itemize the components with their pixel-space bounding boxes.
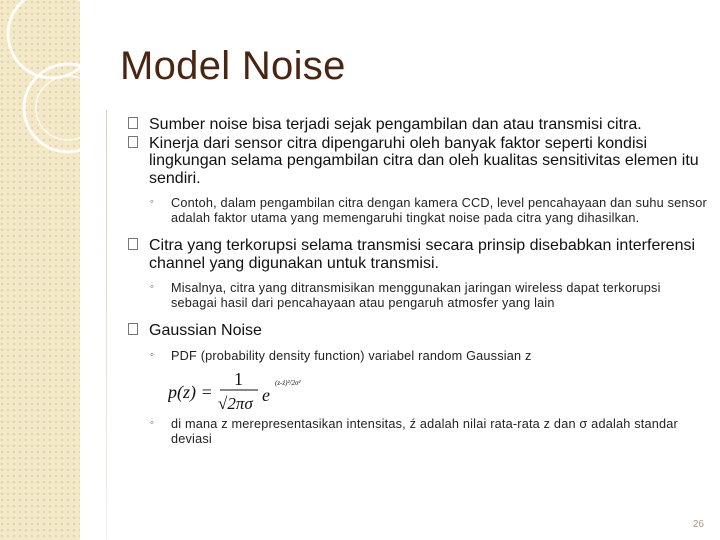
- bullet-text: Sumber noise bisa terjadi sejak pengambilan dan atau transmisi citra.: [149, 116, 642, 133]
- bullet-item: [128, 135, 708, 188]
- bullet-item: [128, 322, 708, 340]
- bullet-text: Gaussian Noise: [149, 322, 262, 339]
- square-bullet-icon: [128, 323, 138, 335]
- square-bullet-icon: [128, 136, 138, 148]
- circle-bullet-icon: ◦: [150, 281, 155, 293]
- sub-bullet-text: Contoh, dalam pengambilan citra dengan kamera CCD, level pencahayaan dan suhu sensor adalah faktor utama yang memengaruhi tingkat noise pada citra yang dihasilkan.: [171, 196, 707, 225]
- formula-graphic: [168, 363, 368, 417]
- formula-base: e: [262, 385, 270, 405]
- sub-bullet-text: di mana z merepresentasikan intensitas, ź adalah nilai rata-rata z dan σ adalah standar deviasi: [171, 417, 678, 446]
- divider: [106, 110, 107, 540]
- formula-numerator: 1: [234, 369, 243, 389]
- sub-bullet-item: [128, 281, 708, 310]
- sub-bullet-text: PDF (probability density function) variabel random Gaussian z: [171, 348, 532, 363]
- square-bullet-icon: [128, 117, 138, 129]
- square-bullet-icon: [128, 238, 138, 250]
- bullet-item: [128, 237, 708, 272]
- sub-bullet-text: Misalnya, citra yang ditransmisikan menggunakan jaringan wireless dapat terkorupsi sebagai hasil dari pencahayaan atau pengaruh atmosfer yang lain: [171, 281, 661, 310]
- circle-bullet-icon: ◦: [150, 196, 155, 208]
- sub-bullet-item: [128, 196, 708, 225]
- gaussian-formula: [168, 363, 708, 417]
- sub-bullet-item: [128, 417, 708, 446]
- formula-denominator: √2πσ: [218, 394, 253, 413]
- circle-bullet-icon: ◦: [150, 417, 155, 429]
- page-number: 26: [692, 519, 704, 530]
- bullet-text: Citra yang terkorupsi selama transmisi secara prinsip disebabkan interferensi channel yang digunakan untuk transmisi.: [149, 237, 696, 272]
- slide-content: [128, 116, 708, 446]
- bullet-text: Kinerja dari sensor citra dipengaruhi oleh banyak faktor seperti kondisi lingkungan selama pengambilan citra dan oleh kualitas sensitivitas elemen itu sendiri.: [149, 134, 699, 187]
- formula-lhs: p(z) =: [168, 382, 213, 402]
- bullet-item: [128, 116, 708, 134]
- sub-bullet-item: [128, 349, 708, 364]
- formula-exponent: (z-ź)²/2σ²: [275, 379, 301, 387]
- slide-title: Model Noise: [120, 44, 346, 88]
- circle-bullet-icon: ◦: [150, 348, 155, 361]
